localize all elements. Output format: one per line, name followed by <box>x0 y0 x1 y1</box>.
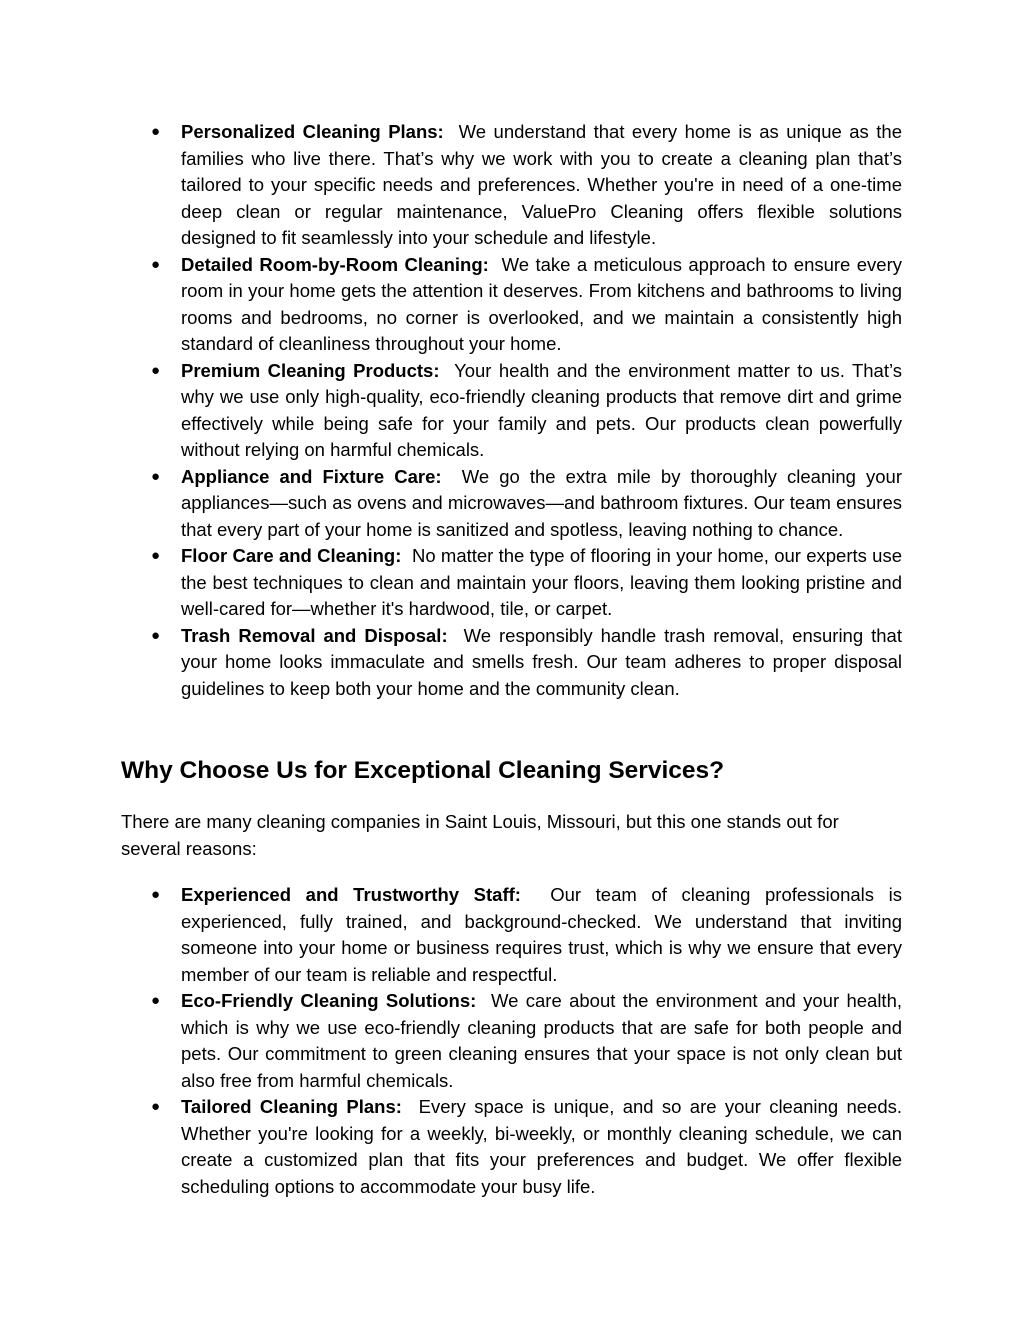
bullet-icon: ● <box>151 123 161 140</box>
list-item-body: We care about the environment and your health, which is why we use eco-friendly cleaning products that are safe for both people and pets. Our commitment to green cleaning ensures that your space is not only clean but also free from harmful chemicals. <box>181 990 902 1091</box>
bullet-icon: ● <box>151 467 161 485</box>
list-item <box>0 119 902 252</box>
list-item-body: We go the extra mile by thoroughly cleaning your appliances—such as ovens and microwaves—and bathroom fixtures. Our team ensures that every part of your home is sanitized and spotless, leaving nothing to chance. <box>181 465 902 540</box>
reasons-list <box>0 882 902 1200</box>
section-intro: There are many cleaning companies in Saint Louis, Missouri, but this one stands out for several reasons: <box>121 811 839 859</box>
bullet-icon: ● <box>151 547 161 564</box>
list-item <box>0 464 902 544</box>
list-item-title: Tailored Cleaning Plans: <box>181 1096 402 1117</box>
list-item-title: Detailed Room-by-Room Cleaning: <box>181 253 489 275</box>
list-item <box>0 543 902 623</box>
list-item-title: Personalized Cleaning Plans: <box>181 121 444 142</box>
bullet-icon: ● <box>151 626 161 644</box>
list-item-title: Experienced and Trustworthy Staff: <box>181 884 521 905</box>
bullet-icon: ● <box>151 255 161 273</box>
list-item-title: Premium Cleaning Products: <box>181 359 440 381</box>
list-item <box>0 882 902 988</box>
list-item-title: Appliance and Fixture Care: <box>181 465 442 487</box>
bullet-icon: ● <box>151 1098 161 1115</box>
list-item-body: We responsibly handle trash removal, ensuring that your home looks immaculate and smells fresh. Our team adheres to proper disposal guidelines to keep both your home and the community clean. <box>181 624 902 699</box>
section-heading: Why Choose Us for Exceptional Cleaning Services? <box>121 757 725 784</box>
list-item-body: Your health and the environment matter to us. That’s why we use only high-quality, eco-friendly cleaning products that remove dirt and grime effectively while being safe for your family and pets. Our products clean powerfully without relying on harmful chemicals. <box>181 359 902 460</box>
list-item <box>0 623 902 703</box>
list-item-body: No matter the type of flooring in your home, our experts use the best techniques to clean and maintain your floors, leaving them looking pristine and well-cared for—whether it's hardwood, tile, or carpet. <box>181 545 903 619</box>
list-item-title: Trash Removal and Disposal: <box>181 624 448 646</box>
list-item <box>0 358 902 464</box>
list-item <box>0 252 902 358</box>
bullet-icon: ● <box>151 992 161 1009</box>
services-list <box>0 119 902 702</box>
bullet-icon: ● <box>151 886 161 903</box>
list-item-title: Floor Care and Cleaning: <box>181 545 402 566</box>
bullet-icon: ● <box>151 361 161 379</box>
list-item-body: We take a meticulous approach to ensure every room in your home gets the attention it deserves. From kitchens and bathrooms to living rooms and bedrooms, no corner is overlooked, and we maintain a consistently high standard of cleanliness throughout your home. <box>181 253 902 354</box>
list-item-body: We understand that every home is as unique as the families who live there. That’s why we work with you to create a cleaning plan that’s tailored to your specific needs and preferences. Whether you're in need of a one-time deep clean or regular maintenance, ValuePro Cleaning offers flexible solutions designed to fit seamlessly into your schedule and lifestyle. <box>181 121 902 248</box>
list-item-body: Our team of cleaning professionals is experienced, fully trained, and background-checked. We understand that inviting someone into your home or business requires trust, which is why we ensure that every member of our team is reliable and respectful. <box>181 884 903 985</box>
list-item-body: Every space is unique, and so are your cleaning needs. Whether you're looking for a weekly, bi-weekly, or monthly cleaning schedule, we can create a customized plan that fits your preferences and budget. We offer flexible scheduling options to accommodate your busy life. <box>181 1096 902 1197</box>
list-item <box>0 1094 902 1200</box>
list-item-title: Eco-Friendly Cleaning Solutions: <box>181 990 477 1011</box>
list-item <box>0 988 902 1094</box>
